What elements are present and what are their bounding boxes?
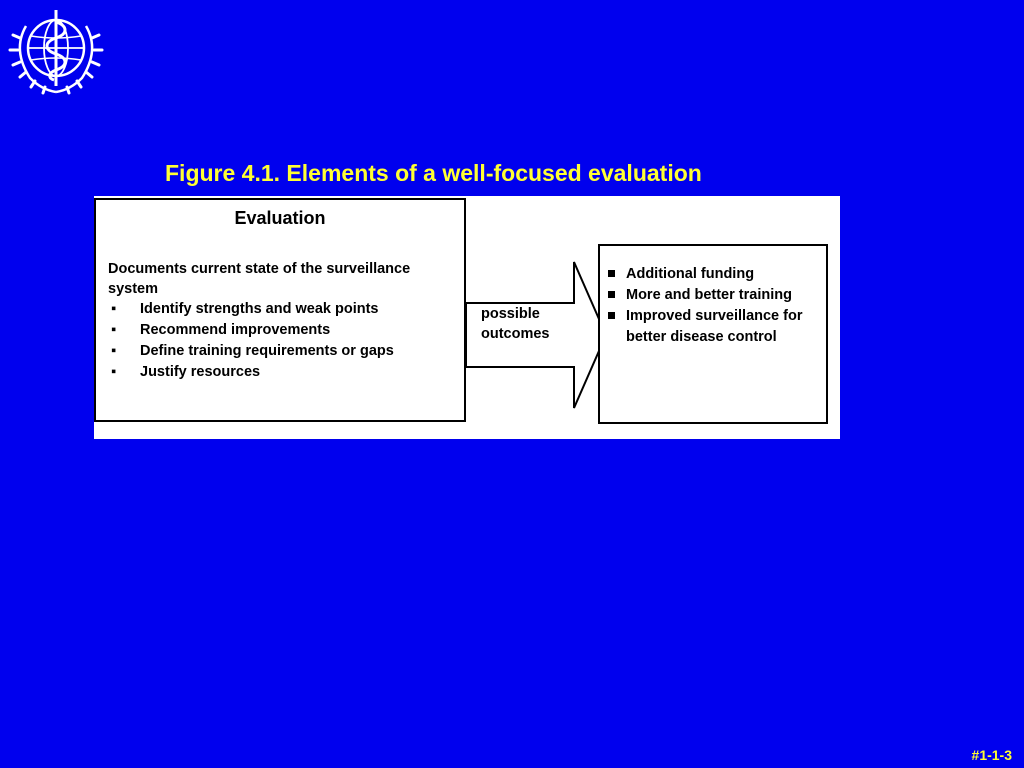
slide-title: Figure 4.1. Elements of a well-focused evaluation: [165, 160, 702, 186]
square-bullet-icon: [608, 270, 615, 277]
evaluation-list: [108, 299, 458, 383]
list-item: [608, 306, 823, 348]
evaluation-heading: Evaluation: [234, 208, 326, 228]
list-item-text: More and better training: [626, 287, 792, 303]
bullet-icon: ▪: [111, 343, 117, 359]
list-item: [108, 299, 458, 320]
arrow-label: possible outcomes: [481, 306, 550, 342]
outcomes-list: [608, 264, 823, 348]
bullet-icon: ▪: [111, 364, 117, 380]
list-item: [608, 264, 823, 285]
list-item-text: Define training requirements or gaps: [140, 343, 394, 359]
list-item-text: Recommend improvements: [140, 322, 331, 338]
list-item: [108, 341, 458, 362]
who-emblem-icon: [8, 6, 104, 98]
list-item-text: Improved surveillance for better disease control: [626, 308, 803, 345]
list-item: [608, 285, 823, 306]
list-item: [108, 362, 458, 383]
evaluation-description: Documents current state of the surveillance system: [108, 261, 411, 297]
slide-number: #1-1-3: [971, 747, 1012, 763]
list-item-text: Justify resources: [140, 364, 261, 380]
outcomes-box: [598, 244, 828, 424]
bullet-icon: ▪: [111, 301, 117, 317]
list-item: [108, 320, 458, 341]
figure-diagram: [94, 196, 840, 439]
bullet-icon: ▪: [111, 322, 117, 338]
list-item-text: Identify strengths and weak points: [140, 301, 379, 317]
square-bullet-icon: [608, 291, 615, 298]
square-bullet-icon: [608, 312, 615, 319]
evaluation-box: [94, 198, 466, 422]
list-item-text: Additional funding: [626, 266, 755, 282]
